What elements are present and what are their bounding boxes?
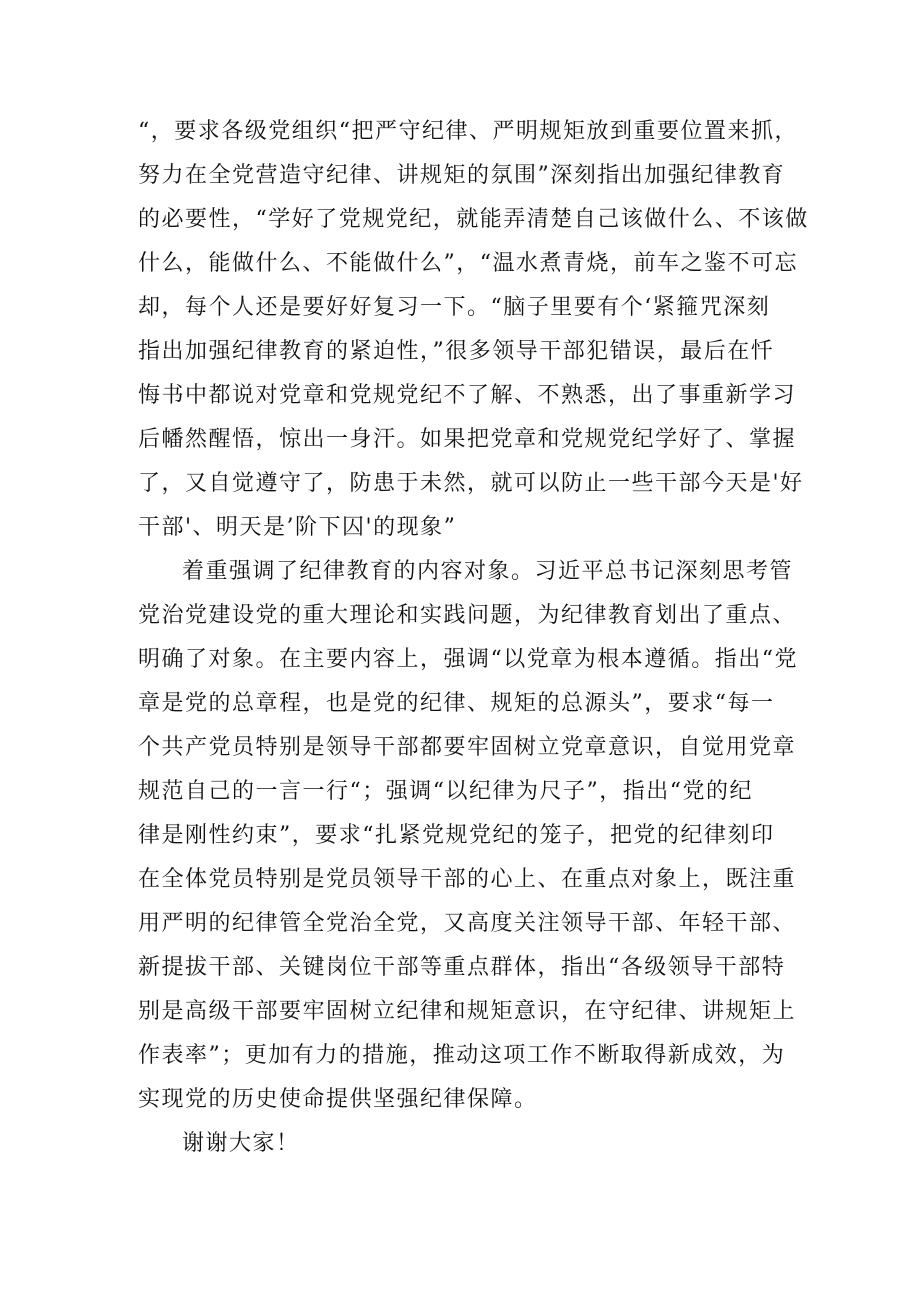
text-line: 用严明的纪律管全党治全党，又高度关注领导干部、年轻干部、 [138,911,797,936]
text-line: 指出加强纪律教育的紧迫性，”很多领导干部犯错误，最后在忏 [138,339,775,364]
text-line: 努力在全党营造守纪律、讲规矩的氛围”深刻指出加强纪律教育 [138,163,786,188]
text-line: “，要求各级党组织“把严守纪律、严明规矩放到重要位置来抓， [138,119,798,144]
text-line: 规范自己的一言一行“；强调“以纪律为尺子”，指出“党的纪 [138,779,753,804]
text-line: 别是高级干部要牢固树立纪律和规矩意识，在守纪律、讲规矩上 [138,999,797,1024]
text-line: 实现党的历史使命提供坚强纪律保障。 [138,1087,538,1112]
text-line: 却，每个人还是要好好复习一下。“脑子里要有个‘紧箍咒深刻 [138,295,771,320]
text-line: 的必要性，“学好了党规党纪，就能弄清楚自己该做什么、不该做 [138,207,809,232]
text-line: 党治党建设党的重大理论和实践问题，为纪律教育划出了重点、 [138,603,797,628]
text-line: 悔书中都说对党章和党规党纪不了解、不熟悉，出了事重新学习 [138,383,797,408]
text-line: 个共产党员特别是领导干部都要牢固树立党章意识，自觉用党章 [138,735,797,760]
text-line: 什么，能做什么、不能做什么”，“温水煮青烧，前车之鉴不可忘 [138,251,798,276]
text-line: 作表率”；更加有力的措施，推动这项工作不断取得新成效，为 [138,1043,786,1068]
paragraph-start-line: 着重强调了纪律教育的内容对象。习近平总书记深刻思考管 [182,559,794,584]
body-text [138,110,809,1166]
text-line: 明确了对象。在主要内容上，强调“以党章为根本遵循。指出“党 [138,647,798,672]
text-line: 后幡然醒悟，惊出一身汗。如果把党章和党规党纪学好了、掌握 [138,427,797,452]
closing-line: 谢谢大家！ [182,1131,300,1156]
text-line: 在全体党员特别是党员领导干部的心上、在重点对象上，既注重 [138,867,797,892]
text-line: 了，又自觉遵守了，防患于未然，就可以防止一些干部今天是'好 [138,471,804,496]
text-line: 新提拔干部、关键岗位干部等重点群体，指出“各级领导干部特 [138,955,786,980]
text-line: 律是刚性约束”，要求“扎紧党规党纪的笼子，把党的纪律刻印 [138,823,775,848]
text-line: 干部'、明天是’阶下囚'的现象” [138,515,457,540]
text-line: 章是党的总章程，也是党的纪律、规矩的总源头”，要求“每一 [138,691,775,716]
